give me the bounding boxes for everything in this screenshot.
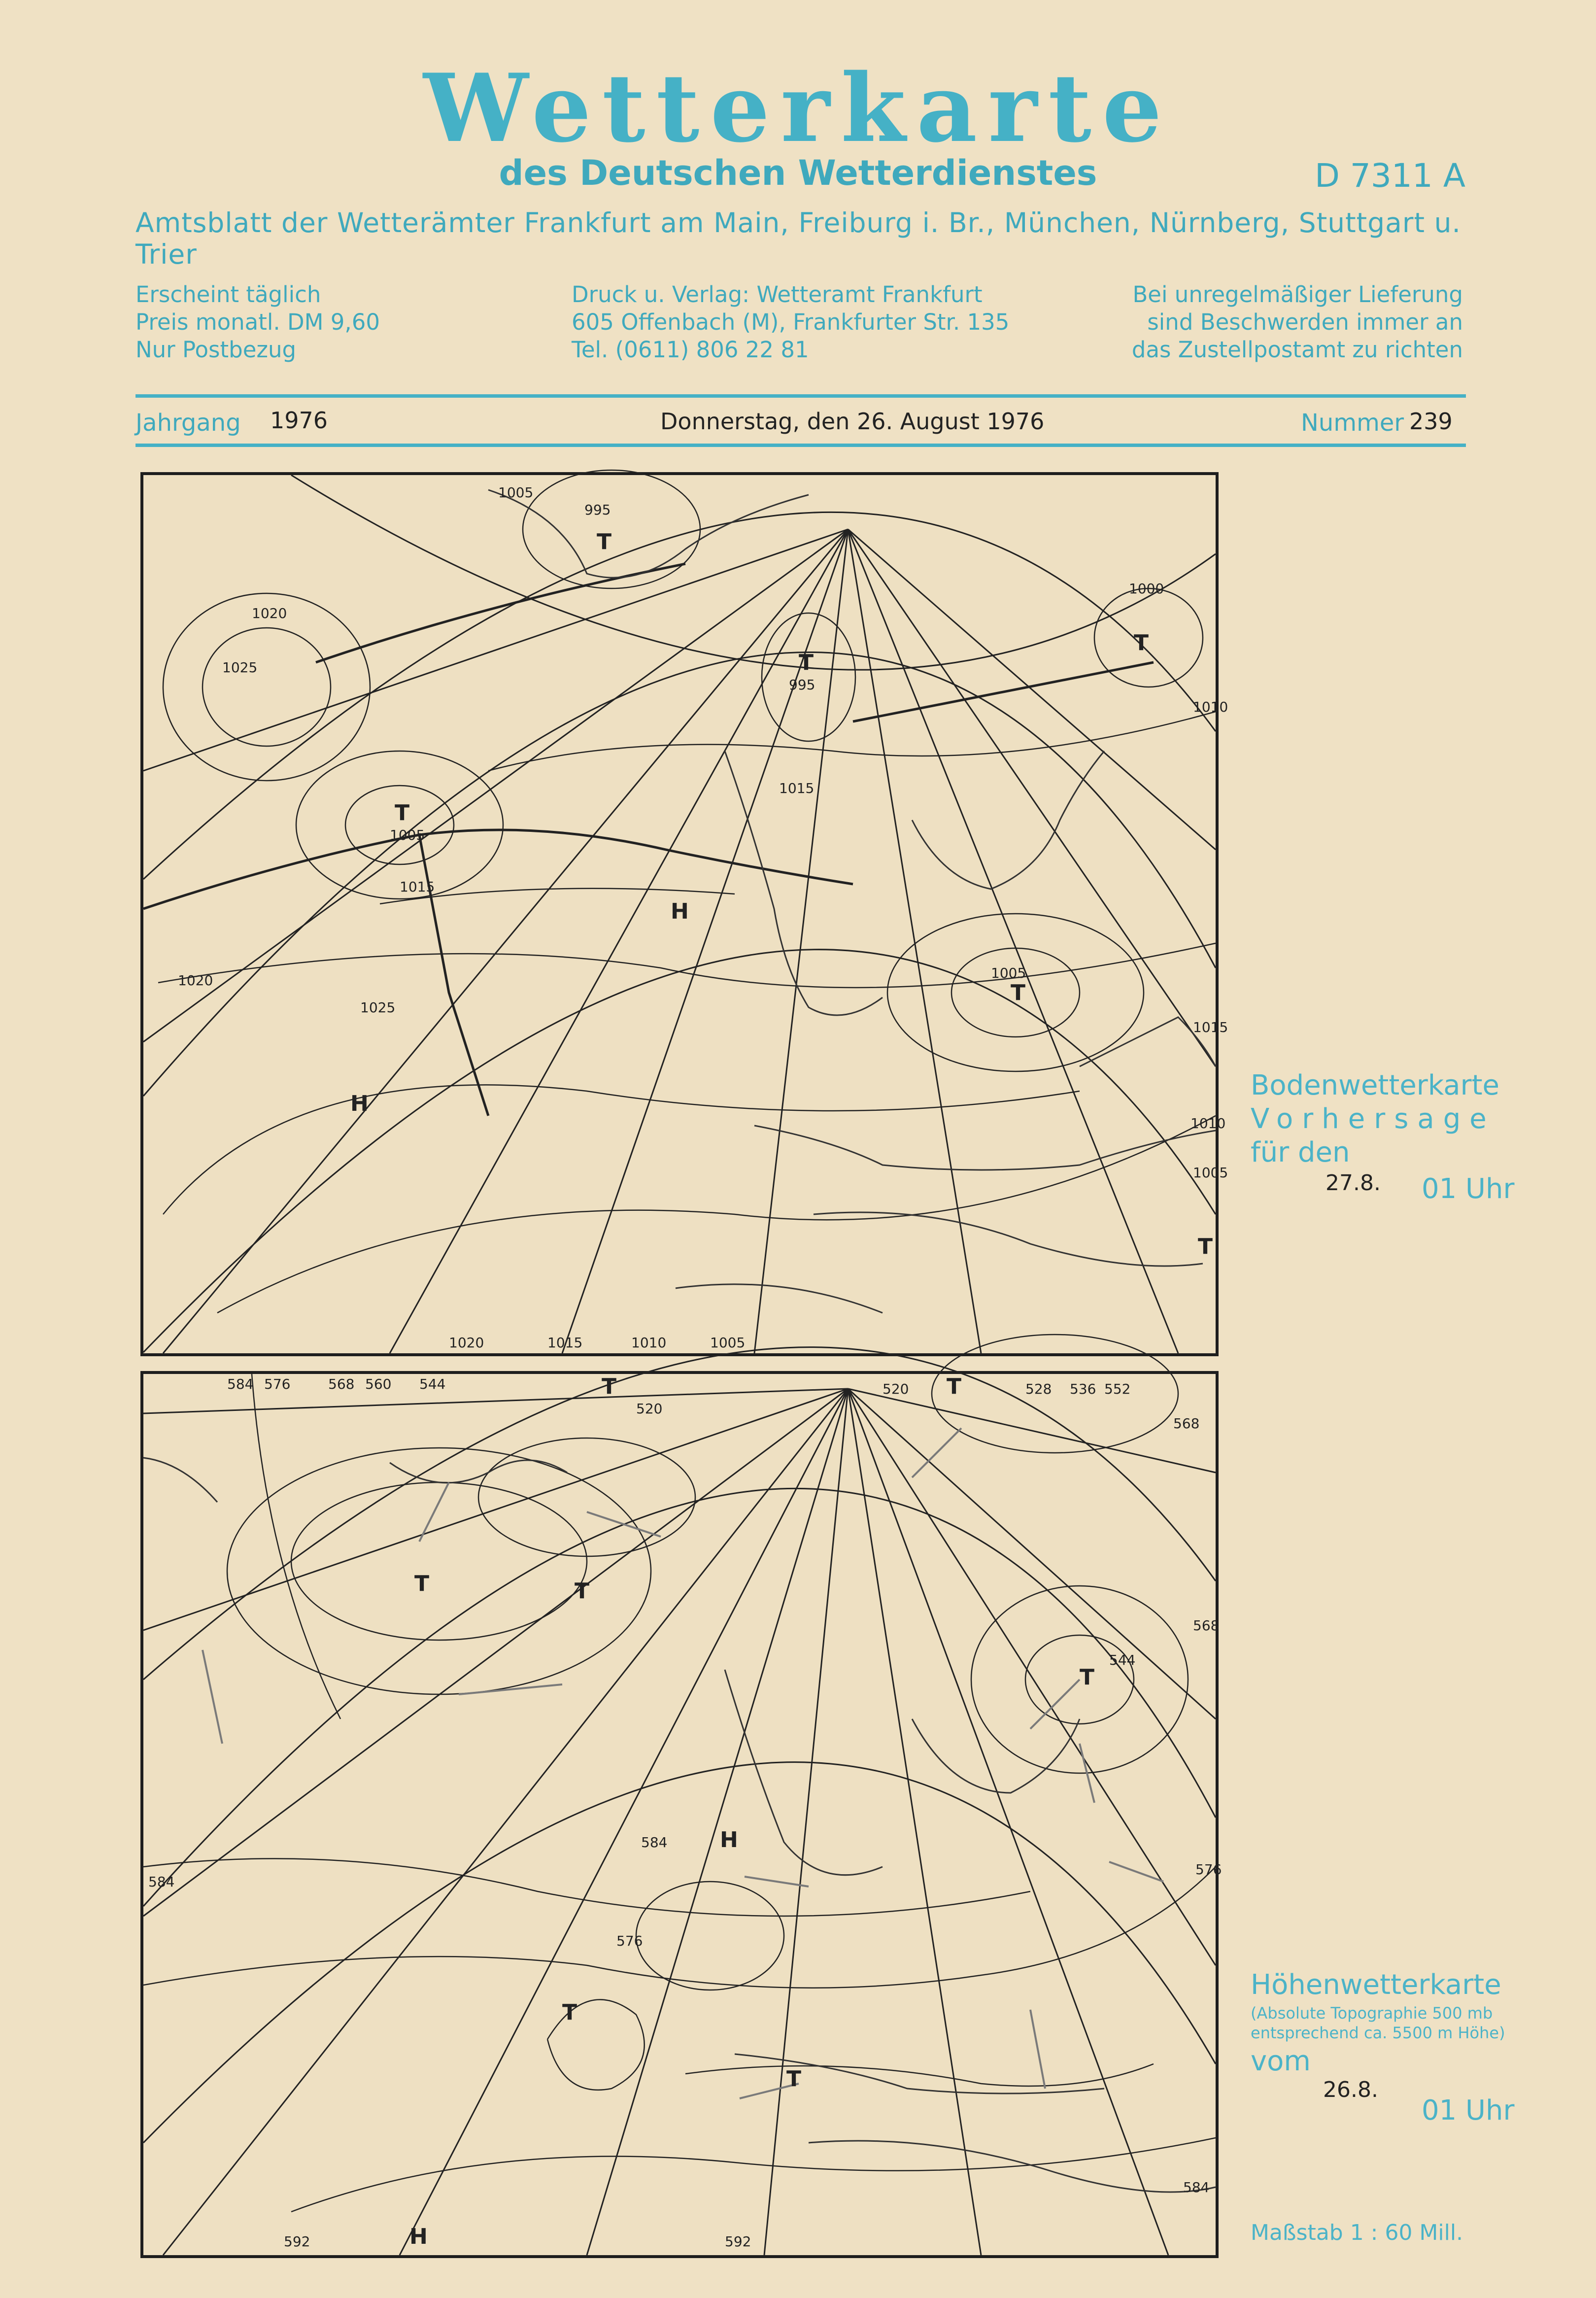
low-pressure-symbol: T [562,2000,577,2025]
surface-weather-map [140,472,1228,1356]
publication-code: D 7311 A [1315,157,1465,195]
info-line: 605 Offenbach (M), Frankfurter Str. 135 [572,309,1010,335]
upper-map-date: 26.8. [1323,2077,1378,2102]
contour-label: 536 [1070,1381,1096,1397]
contour-label: 560 [365,1376,392,1392]
contour-label: 576 [264,1376,291,1392]
pressure-label: 1000 [1129,581,1164,597]
contour-label: 584 [148,1874,175,1890]
pressure-label: 1020 [178,972,213,989]
contour-label: 568 [1193,1617,1220,1634]
contour-label: 520 [636,1401,663,1417]
pressure-label: 995 [789,677,815,693]
pressure-label: 1005 [710,1335,746,1351]
bottom-rule [136,444,1466,447]
upper-air-map [140,1371,1222,2258]
contour-label: 552 [1104,1381,1131,1397]
high-pressure-symbol: H [409,2224,428,2249]
pressure-label: 1010 [1190,1115,1226,1132]
info-subscription [136,281,380,364]
offices-line: Amtsblatt der Wetterämter Frankfurt am Main, Freiburg i. Br., München, Nürnberg, Stuttgart u. Trier [136,207,1461,270]
contour-label: 576 [616,1933,643,1949]
low-pressure-symbol: T [1080,1665,1095,1690]
contour-label: 584 [227,1376,254,1392]
low-pressure-symbol: T [1011,980,1026,1005]
contour-label: 576 [1195,1861,1222,1878]
pressure-label: 995 [584,502,611,518]
pressure-label: 1005 [498,484,534,501]
surface-caption-for: für den [1251,1136,1350,1168]
pressure-label: 1015 [1193,1019,1228,1035]
pressure-label: 1015 [779,780,815,796]
surface-map-date: 27.8. [1325,1170,1381,1196]
info-line: Bei unregelmäßiger Lieferung [1132,281,1463,308]
pressure-label: 1015 [400,879,435,895]
info-line: Tel. (0611) 806 22 81 [572,337,809,363]
surface-map-time: 01 Uhr [1422,1173,1515,1205]
high-pressure-symbol: H [720,1827,738,1852]
contour-label: 568 [1173,1415,1200,1432]
surface-caption-title: Bodenwetterkarte [1251,1069,1500,1101]
info-complaints [1132,281,1463,364]
pressure-label: 1020 [449,1335,484,1351]
contour-label: 568 [328,1376,355,1392]
low-pressure-symbol: T [947,1374,962,1399]
info-publisher [572,281,1009,364]
high-pressure-symbol: H [671,899,689,924]
upper-caption-topography: (Absolute Topographie 500 mb [1251,2004,1493,2023]
pressure-label: 1005 [991,965,1026,981]
upper-caption-title: Höhenwetterkarte [1251,1969,1501,2001]
contour-label: 544 [1109,1652,1136,1668]
upper-caption-height: entsprechend ca. 5500 m Höhe) [1251,2024,1505,2042]
contour-label: 544 [419,1376,446,1392]
info-line: das Zustellpostamt zu richten [1131,337,1463,363]
pressure-label: 1005 [1193,1165,1228,1181]
high-pressure-symbol: H [350,1091,369,1116]
surface-caption-forecast: Vorhersage [1251,1103,1495,1135]
low-pressure-symbol: T [395,800,410,825]
pressure-label: 1005 [390,827,425,843]
surface-map-drawing [143,475,1228,1353]
pressure-label: 1025 [222,659,258,676]
contour-label: 528 [1025,1381,1052,1397]
issue-date: Donnerstag, den 26. August 1976 [660,408,1045,435]
info-line: Nur Postbezug [136,337,297,363]
contour-label: 584 [641,1834,668,1851]
low-pressure-symbol: T [786,2066,802,2092]
jahrgang-label: Jahrgang [136,409,241,437]
contour-label: 592 [725,2233,751,2250]
low-pressure-symbol: T [602,1374,617,1399]
pressure-label: 1020 [252,605,287,621]
top-rule [136,394,1466,398]
info-line: Erscheint täglich [136,281,321,308]
low-pressure-symbol: T [1198,1234,1213,1259]
info-line: sind Beschwerden immer an [1147,309,1463,335]
pressure-label: 1010 [631,1335,667,1351]
contour-label: 520 [883,1381,909,1397]
nummer-label: Nummer [1301,409,1404,437]
nummer-value: 239 [1409,408,1453,435]
masthead-subtitle: des Deutschen Wetterdienstes [499,153,1097,193]
map-scale: Maßstab 1 : 60 Mill. [1251,2220,1463,2245]
pressure-label: 1025 [360,999,396,1016]
low-pressure-symbol: T [575,1578,590,1604]
upper-map-time: 01 Uhr [1422,2094,1515,2127]
pressure-label: 1010 [1193,699,1228,715]
masthead-title: Wetterkarte [423,53,1173,163]
jahrgang-value: 1976 [270,407,328,434]
contour-label: 584 [1183,2179,1210,2195]
upper-caption-from: vom [1251,2045,1311,2077]
low-pressure-symbol: T [597,529,612,554]
upper-map-drawing [143,1374,1222,2255]
low-pressure-symbol: T [414,1571,430,1596]
info-line: Druck u. Verlag: Wetteramt Frankfurt [572,281,983,308]
contour-label: 592 [284,2233,310,2250]
low-pressure-symbol: T [799,650,814,675]
info-line: Preis monatl. DM 9,60 [136,309,380,335]
pressure-label: 1015 [547,1335,583,1351]
low-pressure-symbol: T [1134,630,1149,655]
